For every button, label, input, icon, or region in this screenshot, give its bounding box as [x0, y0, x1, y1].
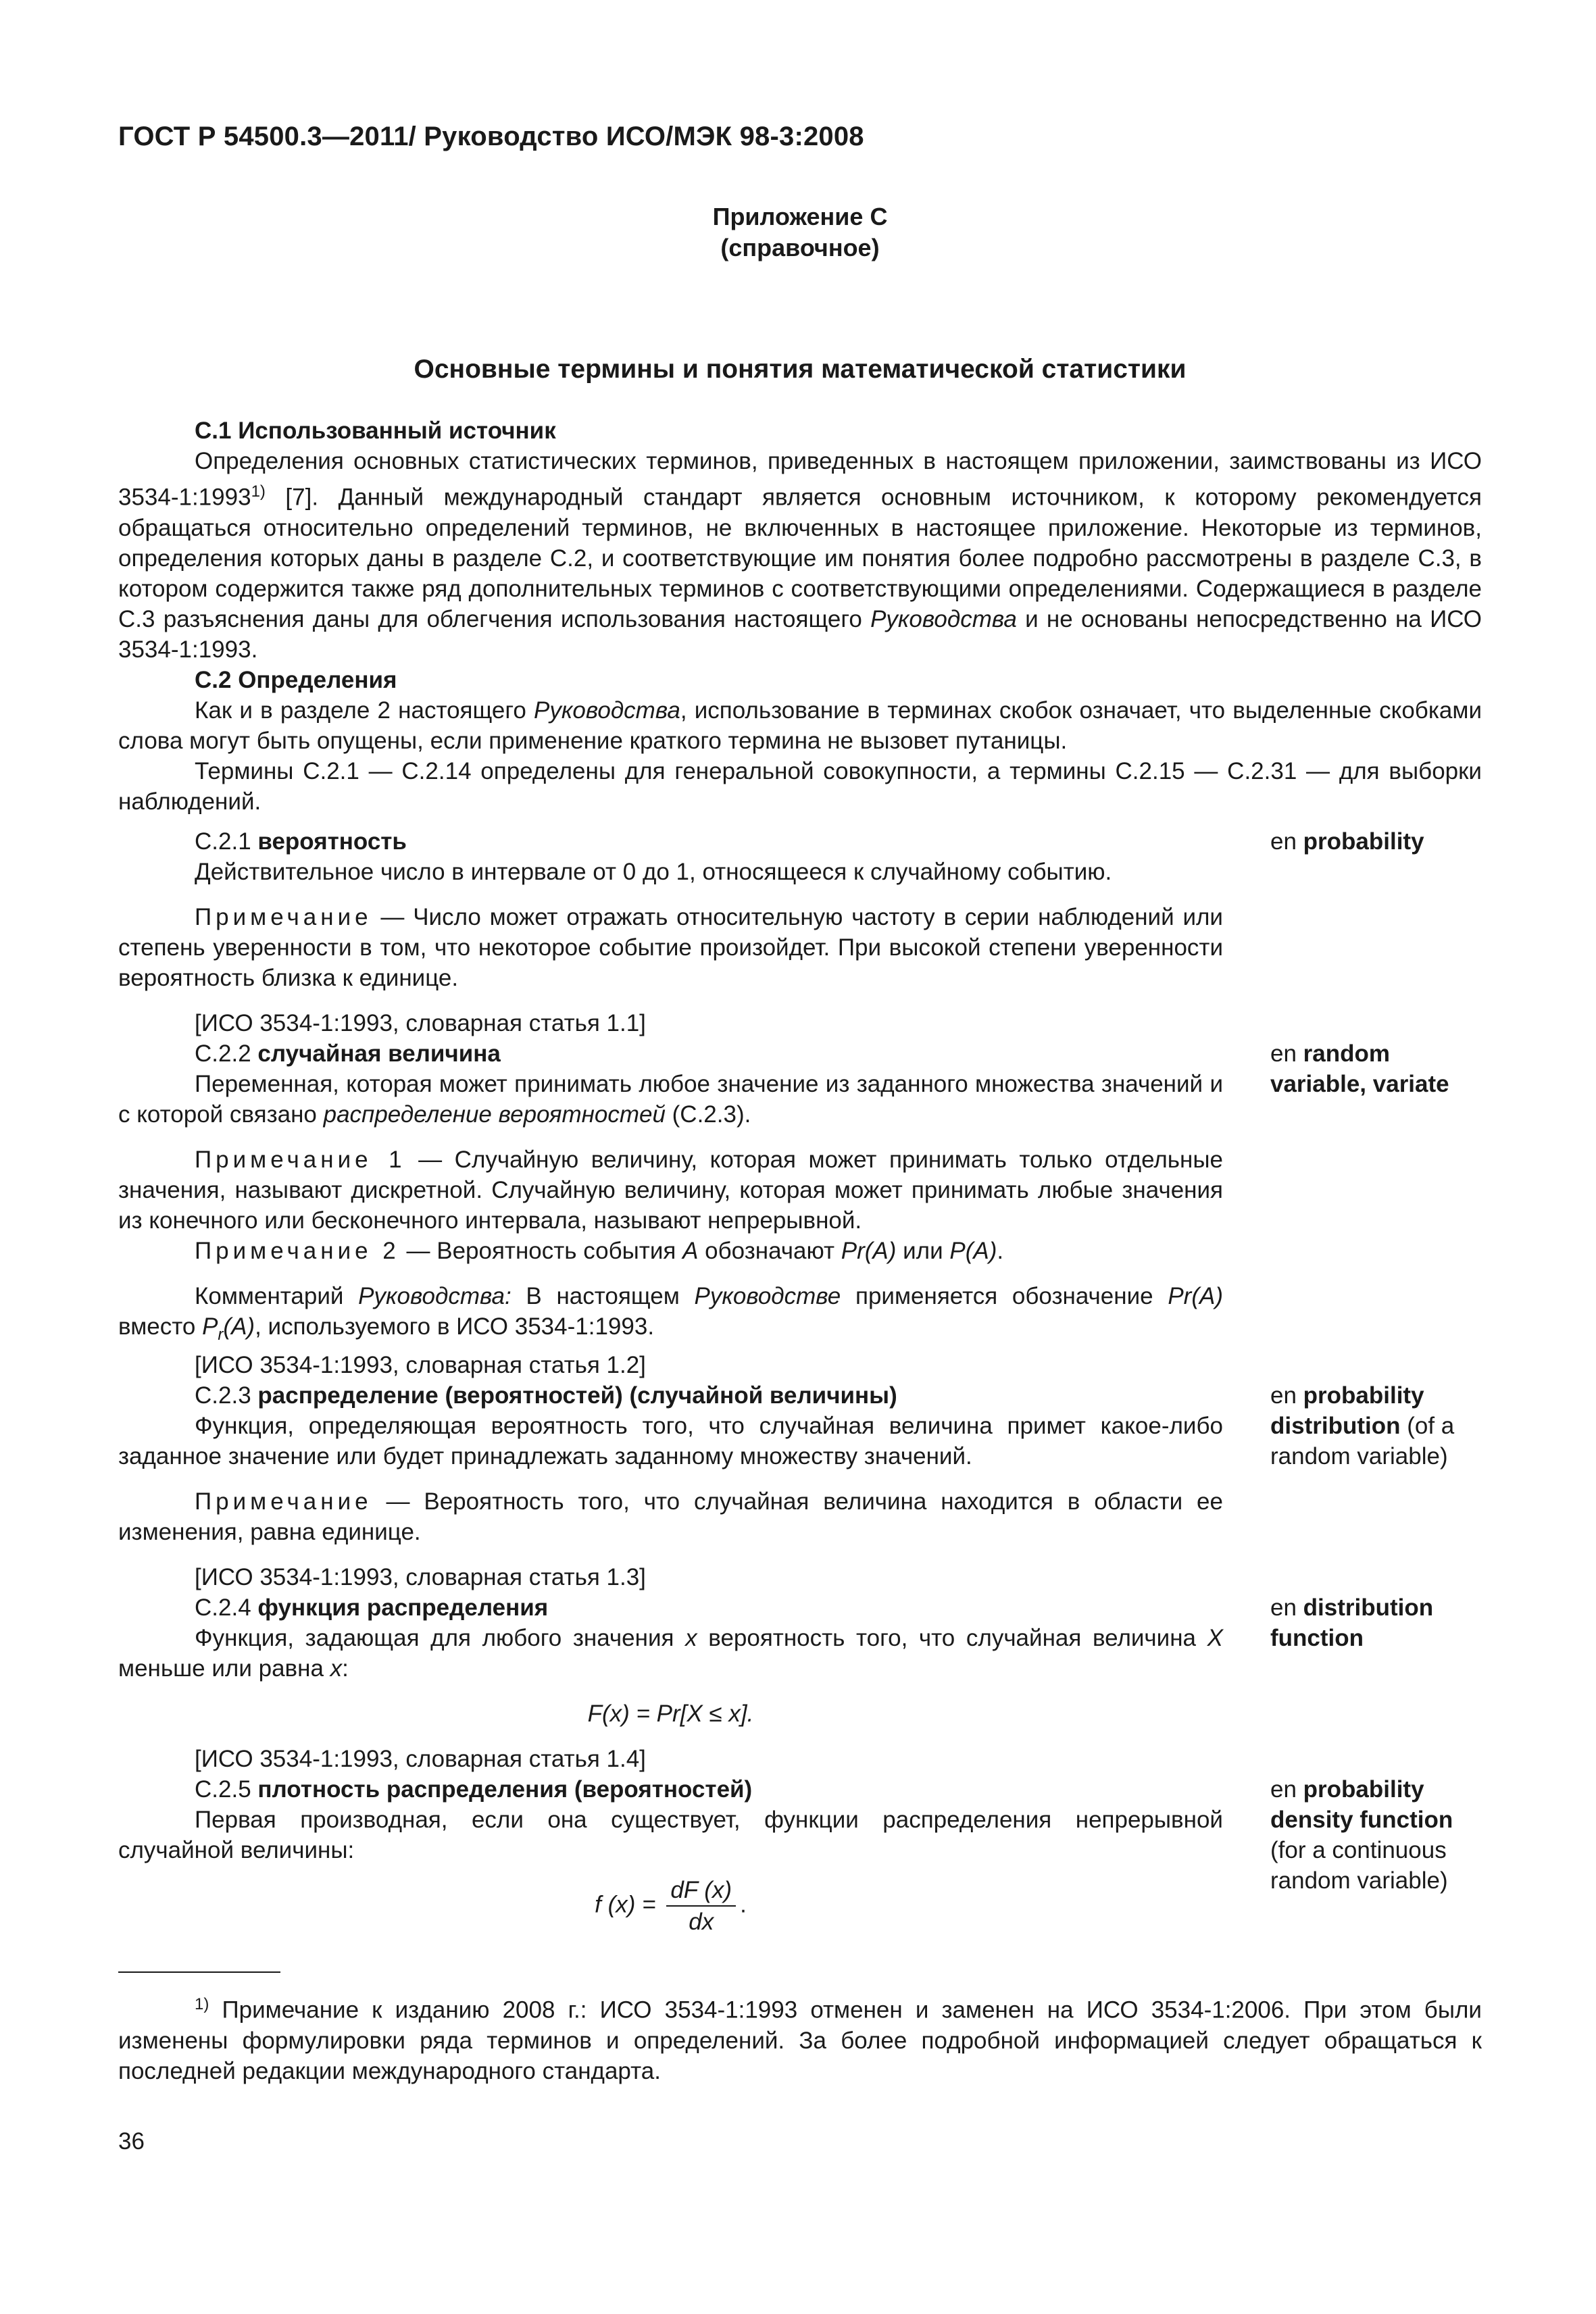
section-c1-text: Определения основных статистических терминов, приведенных в настоящем приложении, заимствованы из ИСО 3534-1:1993$^{1)}$ [7]. Данный международный стандарт является основным источником, к которому рекомендуется обращаться относительно определений терминов, не включенных в настоящее приложение. Некоторые из терминов, определения которых даны в разделе С.2, и соответствующие им понятия более подробно рассмотрены в разделе С.3, в котором содержится также ряд дополнительных терминов с соответствующими определениями. Содержащиеся в разделе С.3 разъяснения даны для облегчения использования настоящего Руководства и не основаны непосредственно на ИСО 3534-1:1993.: [118, 448, 1482, 663]
term-c21-note: Примечание — Число может отражать относительную частоту в серии наблюдений или степень уверенности в том, что некоторое событие произойдет. При высокой степени уверенности вероятность близка к единице.: [118, 903, 1223, 991]
term-c21-reference: [ИСО 3534-1:1993, словарная статья 1.1]: [195, 1009, 646, 1036]
term-c24: [118, 1592, 1482, 1774]
annex-label: Приложение С: [712, 203, 888, 230]
annex-title: Основные термины и понятия математической статистики: [414, 355, 1187, 384]
term-c24-definition: Функция, задающая для любого значения x вероятность того, что случайная величина X меньше или равна x:: [118, 1624, 1224, 1682]
term-c25-definition: Первая производная, если она существует, функции распределения непрерывной случайной величины:: [118, 1806, 1223, 1863]
term-c24-title: С.2.4 функция распределения: [195, 1594, 549, 1621]
section-c2-heading: С.2 Определения: [195, 666, 397, 693]
section-c1-heading: С.1 Использованный источник: [195, 418, 556, 444]
running-header: ГОСТ Р 54500.3—2011/ Руководство ИСО/МЭК 98-3:2008: [118, 122, 864, 151]
term-c22-english: en random variable, variate: [1270, 1040, 1449, 1097]
term-c25-english: en probability density function (for a continuous random variable): [1270, 1776, 1453, 1894]
footnote: $^{1)}$ Примечание к изданию 2008 г.: ИСО 3534-1:1993 отменен и заменен на ИСО 3534-1:2006. При этом были изменены формулировки ряда терминов и определений. За более подробной информацией следует обращаться к последней редакции международного стандарта.: [118, 1995, 1482, 2084]
term-c25-title: С.2.5 плотность распределения (вероятностей): [195, 1776, 753, 1803]
term-c21-english: en probability: [1270, 828, 1424, 855]
term-c22-title: С.2.2 случайная величина: [195, 1040, 501, 1067]
term-c21-definition: Действительное число в интервале от 0 до 1, относящееся к случайному событию.: [195, 858, 1112, 885]
term-c24-formula: F(x) = Pr[X ≤ x].: [587, 1700, 754, 1727]
term-c23-definition: Функция, определяющая вероятность того, что случайная величина примет какое-либо заданное значение или будет принадлежать заданному множеству значений.: [118, 1412, 1223, 1469]
term-c22-note-2: Примечание 2 — Вероятность события A обозначают Pr(A) или P(A).: [195, 1237, 1004, 1264]
term-c23-reference: [ИСО 3534-1:1993, словарная статья 1.3]: [195, 1563, 646, 1590]
section-c2-para-2: Термины С.2.1 — С.2.14 определены для генеральной совокупности, а термины С.2.15 — С.2.31 — для выборки наблюдений.: [118, 757, 1482, 815]
term-c25: [118, 1774, 1482, 1937]
document-page: [118, 0, 1482, 2314]
page-number: 36: [118, 2128, 145, 2155]
term-c25-formula: f (x) = $\frac{dF (x)}{dx}$ .: [118, 1875, 1223, 1937]
term-c23-note: Примечание — Вероятность того, что случайная величина находится в области ее изменения, равна единице.: [118, 1488, 1223, 1545]
section-c2-para-1: Как и в разделе 2 настоящего Руководства, использование в терминах скобок означает, что выделенные скобками слова могут быть опущены, если применение краткого термина не вызовет путаницы.: [118, 697, 1482, 754]
term-c22-reference: [ИСО 3534-1:1993, словарная статья 1.2]: [195, 1351, 646, 1378]
term-c24-reference: [ИСО 3534-1:1993, словарная статья 1.4]: [195, 1745, 646, 1772]
annex-heading: [118, 201, 1482, 263]
term-c22: [118, 1038, 1482, 1380]
fraction: $\frac{dF (x)}{dx}$: [666, 1875, 736, 1937]
term-c21-title: С.2.1 вероятность: [195, 828, 407, 855]
term-c22-definition: Переменная, которая может принимать любое значение из заданного множества значений и с которой связано распределение вероятностей (С.2.3).: [118, 1070, 1223, 1128]
footnote-rule: [118, 1971, 280, 1973]
term-c23-title: С.2.3 распределение (вероятностей) (случайной величины): [195, 1382, 897, 1409]
annex-type: (справочное): [720, 234, 880, 261]
footnote-ref: 1): [251, 482, 266, 501]
term-c24-english: en distribution function: [1270, 1594, 1434, 1651]
annex-body: [118, 416, 1482, 1952]
term-c21: [118, 826, 1482, 1038]
term-c23-english: en probability distribution (of a random variable): [1270, 1382, 1455, 1469]
term-c22-comment: Комментарий Руководства: В настоящем Руководстве применяется обозначение Pr(A) вместо $P_r(A)$, используемого в ИСО 3534-1:1993.: [118, 1282, 1223, 1344]
term-c22-note-1: Примечание 1 — Случайную величину, которая может принимать только отдельные значения, называют дискретной. Случайную величину, которая может принимать любые значения из конечного или бесконечного интервала, называют непрерывной.: [118, 1146, 1223, 1234]
term-c23: [118, 1380, 1482, 1592]
